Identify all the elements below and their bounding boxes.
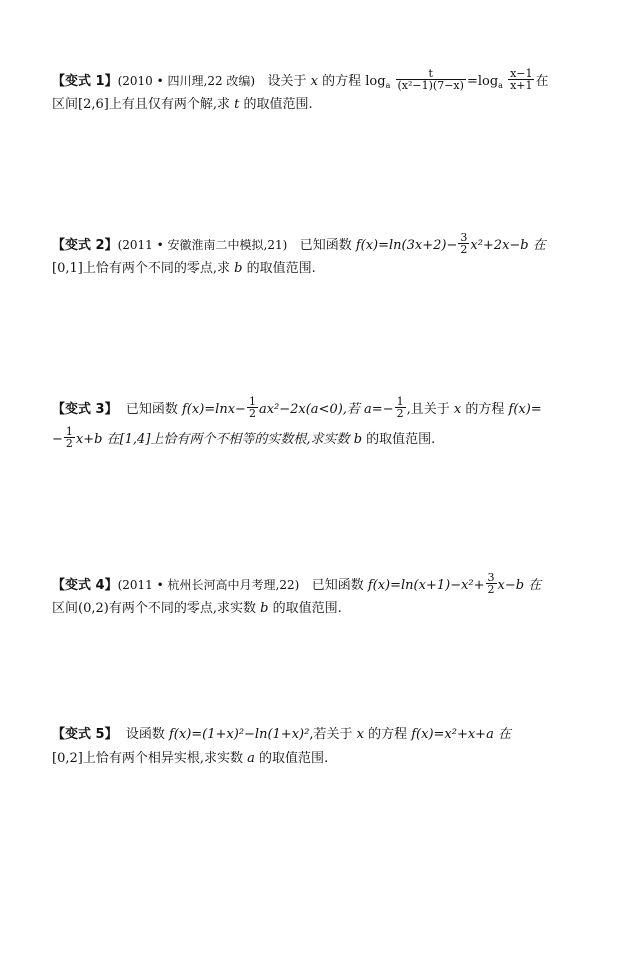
text: [0,2]上恰有两个相异实根,求实数	[52, 751, 243, 766]
text: 设函数	[125, 727, 165, 742]
function-expr: f(x)=(1+x)²−ln(1+x)²	[169, 727, 310, 742]
fraction-numerator: x−1	[510, 67, 533, 80]
problem-5-line-1	[52, 728, 511, 741]
fraction-denominator: (x²−1)(7−x)	[397, 79, 464, 92]
problem-label: 【变式 3】	[52, 402, 118, 417]
text: 已知函数	[311, 578, 364, 593]
function-expr: f(x)=	[508, 402, 542, 417]
fraction-numerator: 1	[396, 395, 404, 408]
text: 区间[2,6]上有且仅有两个解,求	[52, 97, 230, 112]
problem-3-line-1	[52, 395, 542, 421]
function-expr: f(x)=ln(x+1)−x²+	[367, 578, 485, 593]
var-b: b	[234, 261, 243, 276]
problem-source: (2011 • 杭州长河高中月考理,22)	[117, 578, 300, 592]
function-expr-rest: ax²−2x(a<0),若 a=−	[258, 402, 394, 417]
var-x: x	[453, 402, 462, 417]
fraction	[508, 68, 534, 91]
text: x+b 在[1,4]上恰有两个不相等的实数根,求实数	[75, 432, 350, 447]
fraction-denominator: 2	[65, 437, 73, 450]
text: =log	[466, 74, 499, 89]
problem-4-line-1	[52, 571, 542, 597]
fraction	[396, 68, 466, 91]
text: ,若关于	[309, 727, 353, 742]
text: 在	[535, 74, 549, 89]
fraction	[395, 396, 406, 419]
fraction-denominator: 2	[396, 407, 404, 420]
fraction	[486, 572, 497, 595]
fraction-denominator: 2	[460, 243, 468, 256]
problem-1-line-2	[52, 98, 313, 111]
text: 的取值范围.	[366, 432, 436, 447]
problem-source: (2011 • 安徽淮南二中模拟,21)	[117, 238, 288, 252]
problem-label: 【变式 4】	[52, 578, 118, 593]
log-base: a	[385, 81, 391, 90]
function-expr: f(x)=x²+x+a 在	[411, 727, 511, 742]
var-x: x	[356, 727, 364, 742]
fraction	[64, 426, 75, 449]
text: 的方程	[465, 402, 505, 417]
fraction-numerator: 1	[65, 425, 73, 438]
fraction-numerator: 1	[248, 395, 256, 408]
function-expr-rest: x²+2x−b 在	[470, 238, 546, 253]
text: 已知函数	[299, 238, 352, 253]
text: [0,1]上恰有两个不同的零点,求	[52, 261, 230, 276]
text: −	[52, 432, 63, 447]
fraction	[247, 396, 258, 419]
problem-label: 【变式 1】	[52, 74, 118, 89]
log-base: a	[498, 81, 503, 90]
text: 的取值范围.	[259, 751, 329, 766]
function-expr-rest: x−b 在	[497, 578, 542, 593]
problem-2-line-2	[52, 262, 316, 275]
text: 的取值范围.	[272, 601, 342, 616]
text: 已知函数	[125, 402, 178, 417]
fraction-denominator: 2	[487, 583, 495, 596]
text: 的方程	[368, 727, 408, 742]
text: 区间(0,2)有两个不同的零点,求实数	[52, 601, 256, 616]
problem-3-line-2	[52, 425, 436, 451]
problem-source: (2010 • 四川理,22 改编)	[117, 74, 256, 88]
problem-label: 【变式 5】	[52, 727, 118, 742]
function-expr: f(x)=lnx−	[182, 402, 246, 417]
var-x: x	[310, 74, 318, 89]
var-a: a	[247, 751, 255, 766]
text: 的取值范围.	[246, 261, 316, 276]
problem-4-line-2	[52, 602, 342, 615]
fraction-numerator: 3	[460, 231, 468, 244]
fraction	[458, 232, 469, 255]
fraction-denominator: 2	[248, 407, 256, 420]
problem-2-line-1	[52, 231, 546, 257]
text: 的方程 log	[322, 74, 386, 89]
text: ,且关于	[406, 402, 450, 417]
fraction-numerator: t	[396, 68, 466, 80]
var-b: b	[260, 601, 269, 616]
problem-5-line-2	[52, 752, 328, 765]
problem-1-line-1	[52, 67, 549, 93]
problem-label: 【变式 2】	[52, 238, 118, 253]
fraction-denominator: x+1	[510, 79, 533, 92]
text: 的取值范围.	[243, 97, 313, 112]
var-t: t	[234, 97, 240, 112]
var-b: b	[353, 432, 363, 447]
function-expr: f(x)=ln(3x+2)−	[355, 238, 458, 253]
fraction-numerator: 3	[487, 571, 495, 584]
text: 设关于	[267, 74, 307, 89]
